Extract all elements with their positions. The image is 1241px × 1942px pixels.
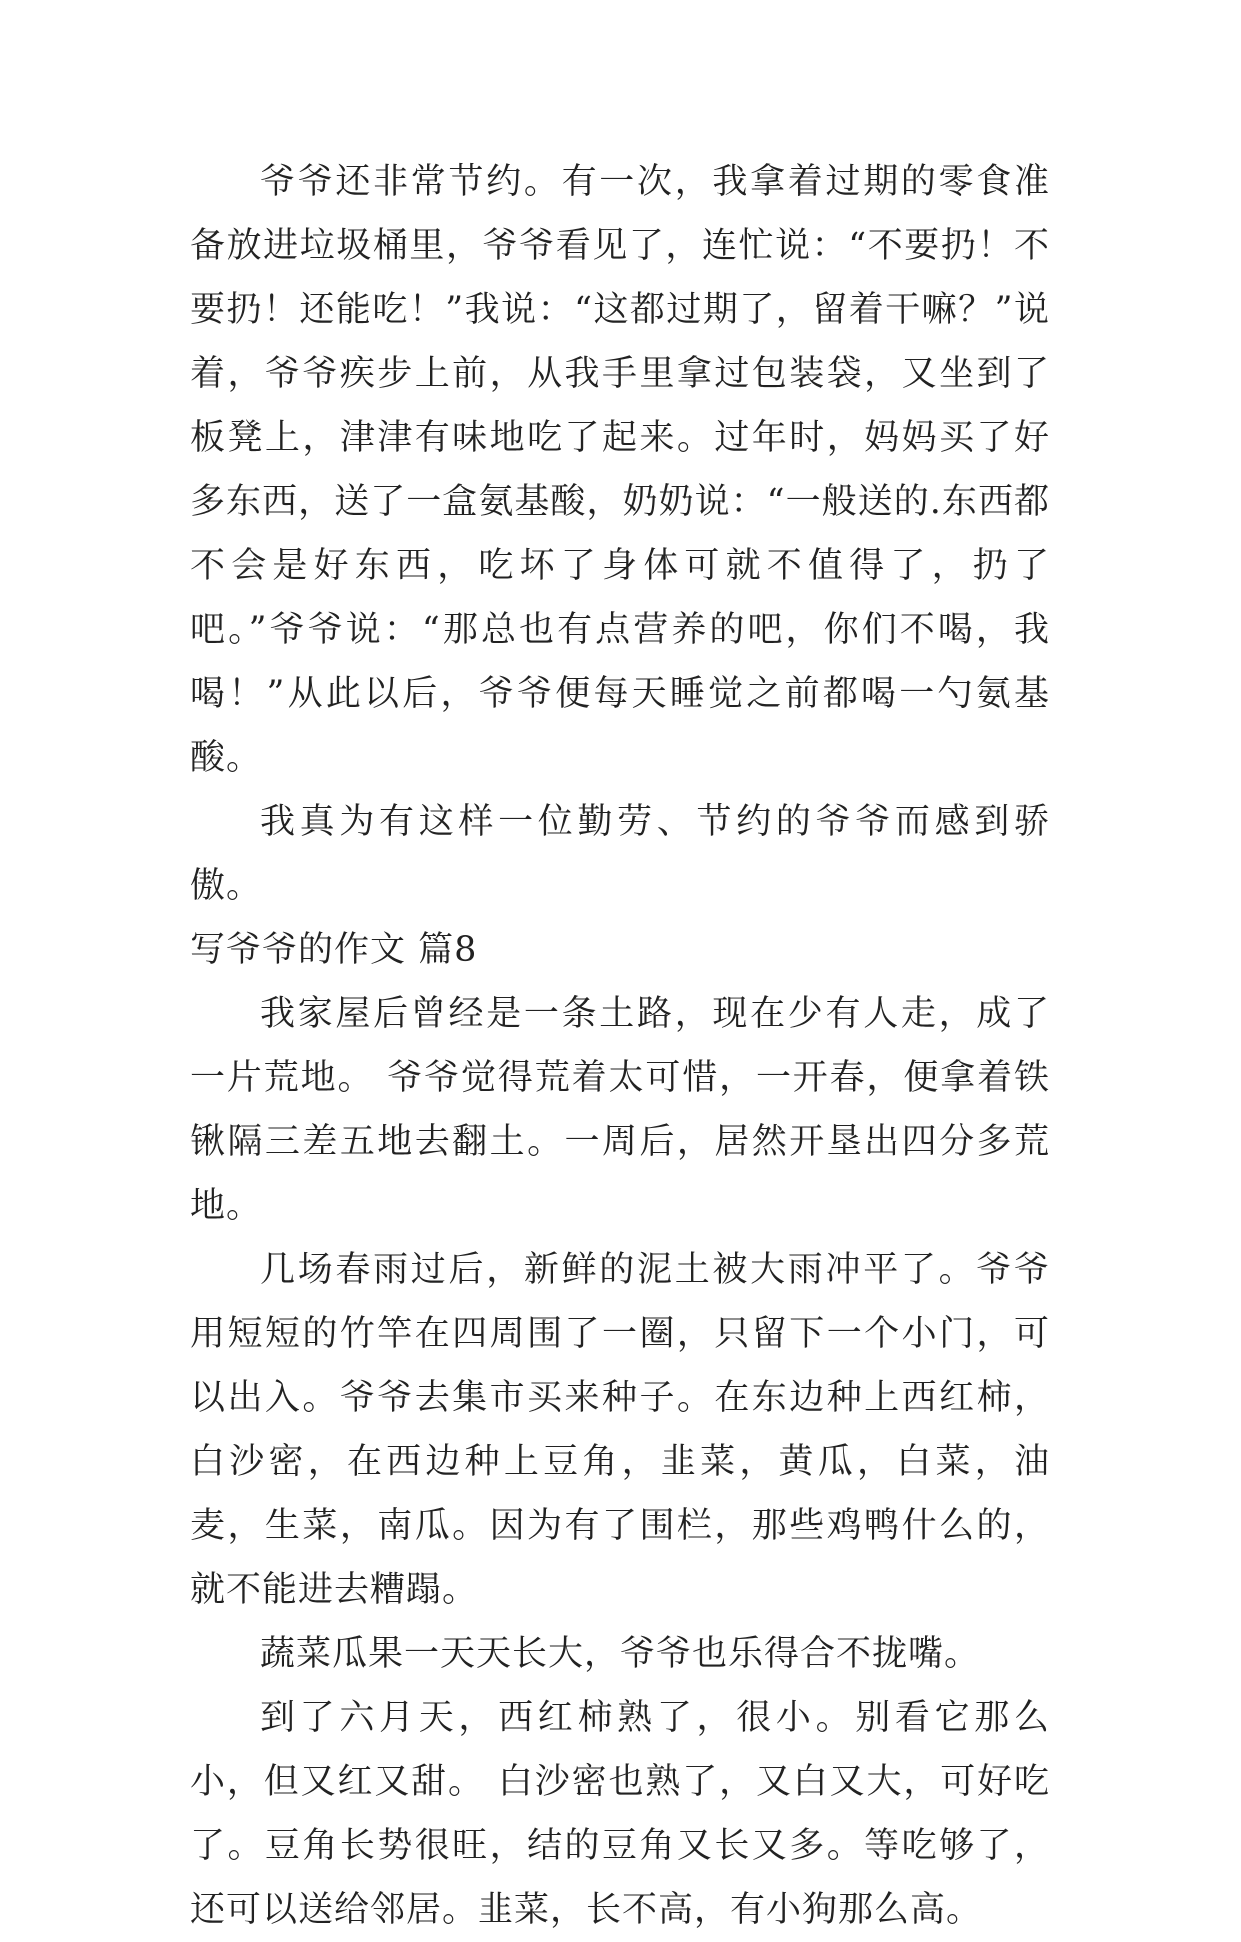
document-body <box>190 150 1050 1942</box>
essay-heading: 写爷爷的作文 篇8 <box>190 930 478 970</box>
paragraph-frugal-grandpa: 爷爷还非常节约。有一次，我拿着过期的零食准备放进垃圾桶里，爷爷看见了，连忙说：“不要扔！不要扔！还能吃！”我说：“这都过期了，留着干嘛？”说着，爷爷疾步上前，从我手里拿过包装袋，又坐到了板凳上，津津有味地吃了起来。过年时，妈妈买了好多东西，送了一盒氨基酸，奶奶说：“一般送的.东西都不会是好东西，吃坏了身体可就不值得了，扔了吧。”爷爷说：“那总也有点营养的吧，你们不喝，我喝！”从此以后，爷爷便每天睡觉之前都喝一勺氨基酸。 <box>190 162 1050 778</box>
paragraph-wasteland: 我家屋后曾经是一条土路，现在少有人走，成了一片荒地。 爷爷觉得荒着太可惜，一开春，便拿着铁锹隔三差五地去翻土。一周后，居然开垦出四分多荒地。 <box>190 994 1050 1226</box>
paragraph-growing: 蔬菜瓜果一天天长大，爷爷也乐得合不拢嘴。 <box>260 1634 981 1674</box>
paragraph-spring-rain: 几场春雨过后，新鲜的泥土被大雨冲平了。爷爷用短短的竹竿在四周围了一圈，只留下一个小门，可以出入。爷爷去集市买来种子。在东边种上西红柿，白沙密，在西边种上豆角，韭菜，黄瓜，白菜，油麦，生菜，南瓜。因为有了围栏，那些鸡鸭什么的，就不能进去糟蹋。 <box>190 1250 1050 1610</box>
paragraph-june: 到了六月天，西红柿熟了，很小。别看它那么小，但又红又甜。 白沙密也熟了，又白又大，可好吃了。豆角长势很旺，结的豆角又长又多。等吃够了，还可以送给邻居。韭菜，长不高，有小狗那么高。 <box>190 1698 1050 1930</box>
paragraph-proud: 我真为有这样一位勤劳、节约的爷爷而感到骄傲。 <box>190 802 1050 906</box>
